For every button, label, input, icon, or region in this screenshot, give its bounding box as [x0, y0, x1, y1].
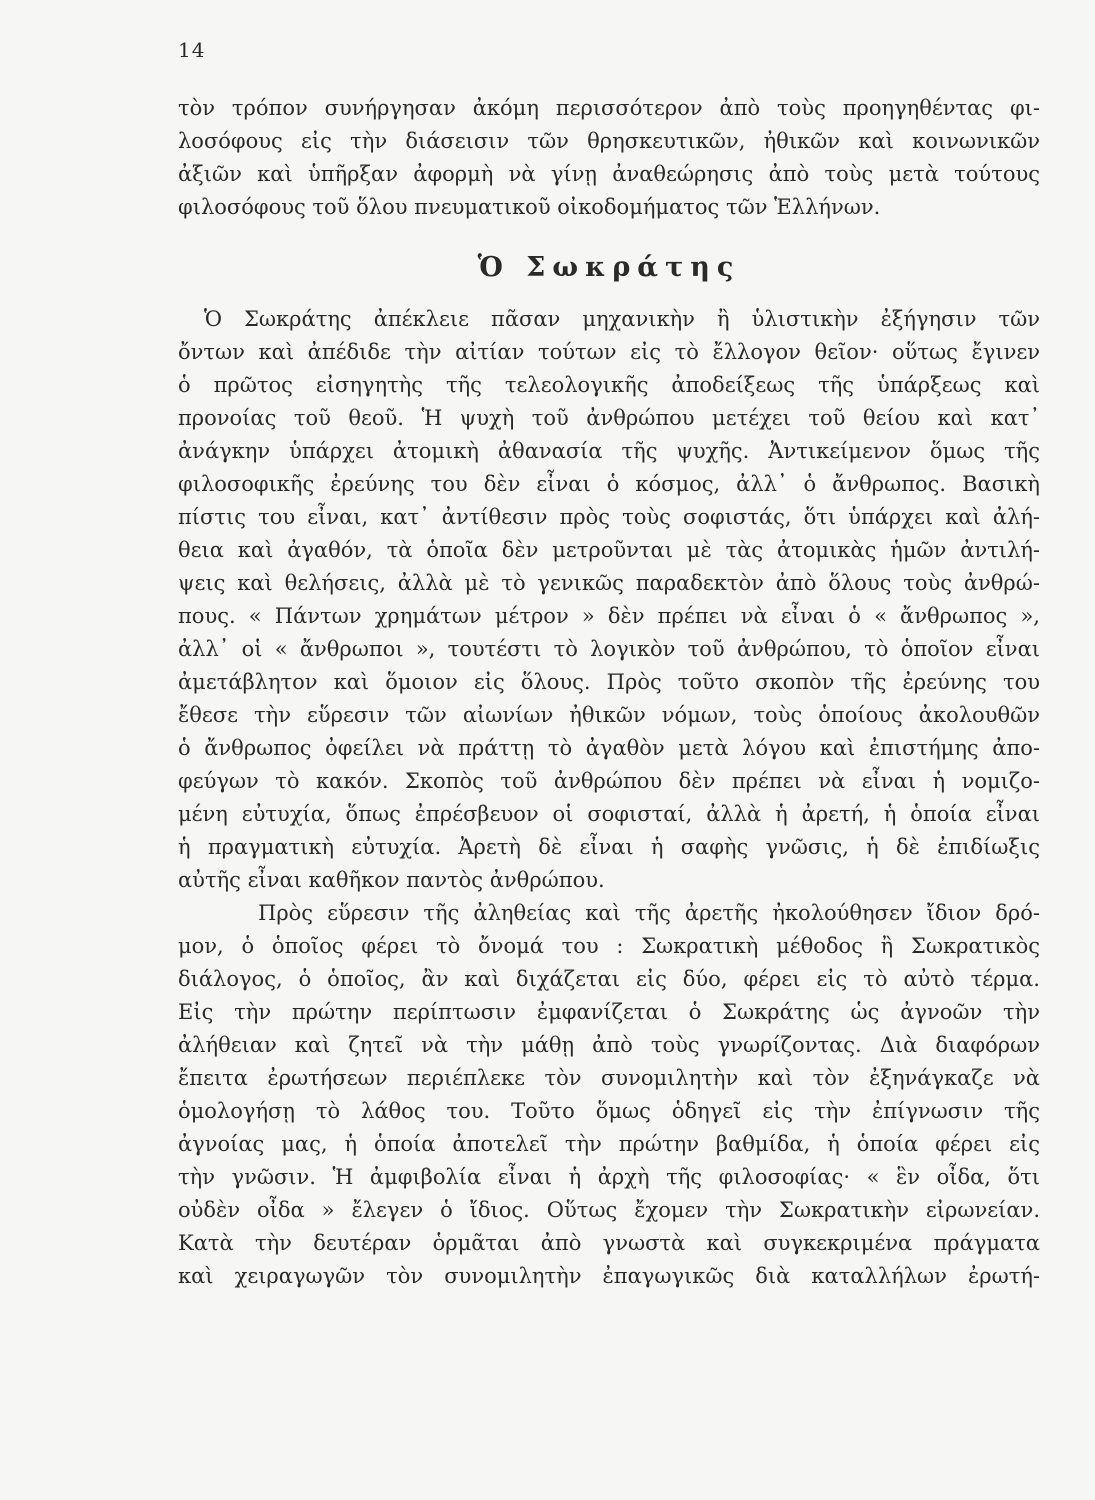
text-line: ἀξιῶν καὶ ὑπῆρξαν ἀφορμὴ νὰ γίνῃ ἀναθεώρησις ἀπὸ τοὺς μετὰ τούτους: [178, 162, 1040, 186]
page-number: 14: [178, 38, 206, 62]
text-line: ὄντων καὶ ἀπέδιδε τὴν αἰτίαν τούτων εἰς τὸ ἔλλογον θεῖον· οὕτως ἔγινεν: [178, 340, 1040, 364]
text-line: οὐδὲν οἶδα » ἔλεγεν ὁ ἴδιος. Οὕτως ἔχομεν τὴν Σωκρατικὴν εἰρωνείαν.: [178, 1198, 1040, 1222]
text-line: ὁμολογήσῃ τὸ λάθος του. Τοῦτο ὅμως ὁδηγεῖ εἰς τὴν ἐπίγνωσιν τῆς: [178, 1099, 1040, 1123]
text-line: καὶ χειραγωγῶν τὸν συνομιλητὴν ἐπαγωγικῶς διὰ καταλλήλων ἐρωτή-: [178, 1264, 1040, 1288]
text-line: λοσόφους εἰς τὴν διάσεισιν τῶν θρησκευτικῶν, ἠθικῶν καὶ κοινωνικῶν: [178, 129, 1040, 153]
text-line: ἡ πραγματικὴ εὐτυχία. Ἀρετὴ δὲ εἶναι ἡ σαφὴς γνῶσις, ἡ δὲ ἐπιδίωξις: [178, 835, 1040, 859]
text-line: ἀμετάβλητον καὶ ὅμοιον εἰς ὅλους. Πρὸς τοῦτο σκοπὸν τῆς ἐρεύνης του: [178, 670, 1040, 694]
text-line: Εἰς τὴν πρώτην περίπτωσιν ἐμφανίζεται ὁ Σωκράτης ὡς ἀγνοῶν τὴν: [178, 1000, 1040, 1024]
text-line: ψεις καὶ θελήσεις, ἀλλὰ μὲ τὸ γενικῶς παραδεκτὸν ἀπὸ ὅλους τοὺς ἀνθρώ-: [178, 571, 1040, 595]
text-line: ἀλήθειαν καὶ ζητεῖ νὰ τὴν μάθῃ ἀπὸ τοὺς γνωρίζοντας. Διὰ διαφόρων: [178, 1033, 1040, 1057]
text-line: θεια καὶ ἀγαθόν, τὰ ὁποῖα δὲν μετροῦνται μὲ τὰς ἀτομικὰς ἡμῶν ἀντιλή-: [178, 538, 1040, 562]
text-line: ἔθεσε τὴν εὕρεσιν τῶν αἰωνίων ἠθικῶν νόμων, τοὺς ὁποίους ἀκολουθῶν: [178, 703, 1040, 727]
intro-paragraph: [178, 92, 1040, 224]
text-line: μον, ὁ ὁποῖος φέρει τὸ ὄνομά του : Σωκρατικὴ μέθοδος ἢ Σωκρατικὸς: [178, 934, 1040, 958]
text-line: ἀλλ᾽ οἱ « ἄνθρωποι », τουτέστι τὸ λογικὸν τοῦ ἀνθρώπου, τὸ ὁποῖον εἶναι: [178, 637, 1040, 661]
text-line: αὐτῆς εἶναι καθῆκον παντὸς ἀνθρώπου.: [178, 868, 605, 892]
text-line: φεύγων τὸ κακόν. Σκοπὸς τοῦ ἀνθρώπου δὲν πρέπει νὰ εἶναι ἡ νομιζο-: [178, 769, 1040, 793]
text-line: μένη εὐτυχία, ὅπως ἐπρέσβευον οἱ σοφισταί, ἀλλὰ ἡ ἀρετή, ἡ ὁποία εἶναι: [178, 802, 1040, 826]
text-line: Κατὰ τὴν δευτέραν ὁρμᾶται ἀπὸ γνωστὰ καὶ συγκεκριμένα πράγματα: [178, 1231, 1040, 1255]
text-line: διάλογος, ὁ ὁποῖος, ἂν καὶ διχάζεται εἰς δύο, φέρει εἰς τὸ αὐτὸ τέρμα.: [178, 967, 1040, 991]
text-line: πίστις του εἶναι, κατ᾽ ἀντίθεσιν πρὸς τοὺς σοφιστάς, ὅτι ὑπάρχει καὶ ἀλή-: [178, 505, 1040, 529]
text-line: ἀγνοίας μας, ἡ ὁποία ἀποτελεῖ τὴν πρώτην βαθμίδα, ἡ ὁποία φέρει εἰς: [178, 1132, 1040, 1156]
text-line: τὴν γνῶσιν. Ἡ ἀμφιβολία εἶναι ἡ ἀρχὴ τῆς φιλοσοφίας· « ἓν οἶδα, ὅτι: [178, 1165, 1040, 1189]
text-line: Πρὸς εὕρεσιν τῆς ἀληθείας καὶ τῆς ἀρετῆς ἠκολούθησεν ἴδιον δρό-: [258, 901, 1040, 925]
section-body: [178, 303, 1040, 1293]
text-line: τὸν τρόπον συνήργησαν ἀκόμη περισσότερον ἀπὸ τοὺς προηγηθέντας φι-: [178, 96, 1040, 120]
text-line: ἀνάγκην ὑπάρχει ἀτομικὴ ἀθανασία τῆς ψυχῆς. Ἀντικείμενον ὅμως τῆς: [178, 439, 1040, 463]
text-line: πους. « Πάντων χρημάτων μέτρον » δὲν πρέπει νὰ εἶναι ὁ « ἄνθρωπος »,: [178, 604, 1040, 628]
text-line: ὁ πρῶτος εἰσηγητὴς τῆς τελεολογικῆς ἀποδείξεως τῆς ὑπάρξεως καὶ: [178, 373, 1040, 397]
text-line: ὁ ἄνθρωπος ὀφείλει νὰ πράττῃ τὸ ἀγαθὸν μετὰ λόγου καὶ ἐπιστήμης ἀπο-: [178, 736, 1040, 760]
text-line: Ὁ Σωκράτης ἀπέκλειε πᾶσαν μηχανικὴν ἢ ὑλιστικὴν ἐξήγησιν τῶν: [204, 307, 1040, 331]
text-line: φιλοσοφικῆς ἐρεύνης του δὲν εἶναι ὁ κόσμος, ἀλλ᾽ ὁ ἄνθρωπος. Βασικὴ: [178, 472, 1040, 496]
text-line: φιλοσόφους τοῦ ὅλου πνευματικοῦ οἰκοδομήματος τῶν Ἑλλήνων.: [178, 195, 881, 219]
section-heading: Ὁ Σωκράτης: [477, 252, 741, 283]
text-line: προνοίας τοῦ θεοῦ. Ἡ ψυχὴ τοῦ ἀνθρώπου μετέχει τοῦ θείου καὶ κατ᾽: [178, 406, 1040, 430]
text-line: ἔπειτα ἐρωτήσεων περιέπλεκε τὸν συνομιλητὴν καὶ τὸν ἐξηνάγκαζε νὰ: [178, 1066, 1040, 1090]
